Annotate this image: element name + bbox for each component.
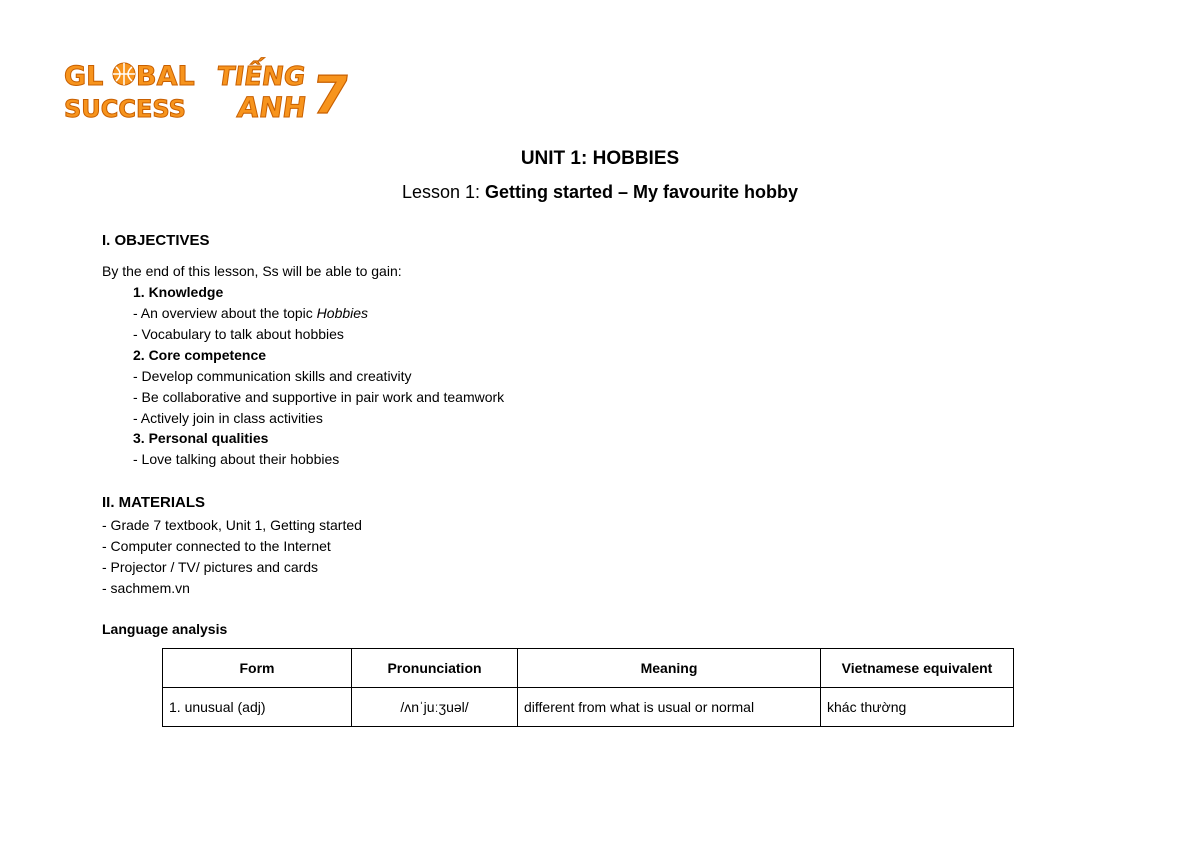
materials-item: - Grade 7 textbook, Unit 1, Getting started (102, 517, 362, 533)
qualities-heading: 3. Personal qualities (133, 430, 269, 446)
objectives-heading: I. OBJECTIVES (102, 232, 210, 249)
materials-item: - Projector / TV/ pictures and cards (102, 559, 319, 575)
language-analysis-table (162, 648, 1014, 727)
materials-item: - Computer connected to the Internet (102, 538, 331, 554)
column-header-meaning: Meaning (518, 649, 821, 688)
knowledge-heading: 1. Knowledge (133, 284, 224, 300)
language-analysis-heading: Language analysis (102, 621, 228, 637)
materials-heading: II. MATERIALS (102, 494, 206, 511)
competence-item: - Actively join in class activities (133, 410, 323, 426)
tieng-anh-anh: ANH (235, 91, 309, 124)
global-success-gl: GL (64, 61, 104, 92)
cell-pronunciation: /ʌnˈjuːʒuəl/ (352, 688, 518, 727)
header-logos (60, 55, 365, 127)
global-success-success: SUCCESS (64, 95, 186, 123)
table-header-row (163, 649, 1014, 688)
lesson-title (0, 182, 1200, 203)
competence-item: - Develop communication skills and creativity (133, 368, 412, 384)
cell-vietnamese: khác thường (821, 688, 1014, 727)
objectives-intro: By the end of this lesson, Ss will be able to gain: (102, 263, 402, 279)
unit-title: UNIT 1: HOBBIES (520, 148, 680, 169)
global-success-bal: BAL (136, 61, 195, 92)
competence-heading: 2. Core competence (133, 347, 267, 363)
cell-meaning: different from what is usual or normal (518, 688, 821, 727)
global-success-logo (64, 61, 195, 123)
competence-item: - Be collaborative and supportive in pair work and teamwork (133, 389, 505, 405)
lesson-name: Getting started – My favourite hobby (480, 182, 799, 202)
logos-graphic (60, 55, 365, 127)
column-header-pronunciation: Pronunciation (352, 649, 518, 688)
materials-item: - sachmem.vn (102, 580, 190, 596)
column-header-form: Form (163, 649, 352, 688)
qualities-item: - Love talking about their hobbies (133, 451, 340, 467)
lesson-prefix: Lesson 1: (401, 182, 480, 202)
tieng-anh-tieng: TIẾNG (214, 62, 308, 92)
knowledge-item-topic: Hobbies (316, 305, 369, 321)
tieng-anh-number: 7 (308, 66, 353, 126)
tieng-anh-7-logo (210, 57, 354, 126)
knowledge-item: - Vocabulary to talk about hobbies (133, 326, 344, 342)
column-header-vietnamese: Vietnamese equivalent (821, 649, 1014, 688)
cell-form: 1. unusual (adj) (163, 688, 352, 727)
knowledge-item (133, 305, 368, 321)
knowledge-item-text: - An overview about the topic (133, 305, 317, 321)
table-row (163, 688, 1014, 727)
